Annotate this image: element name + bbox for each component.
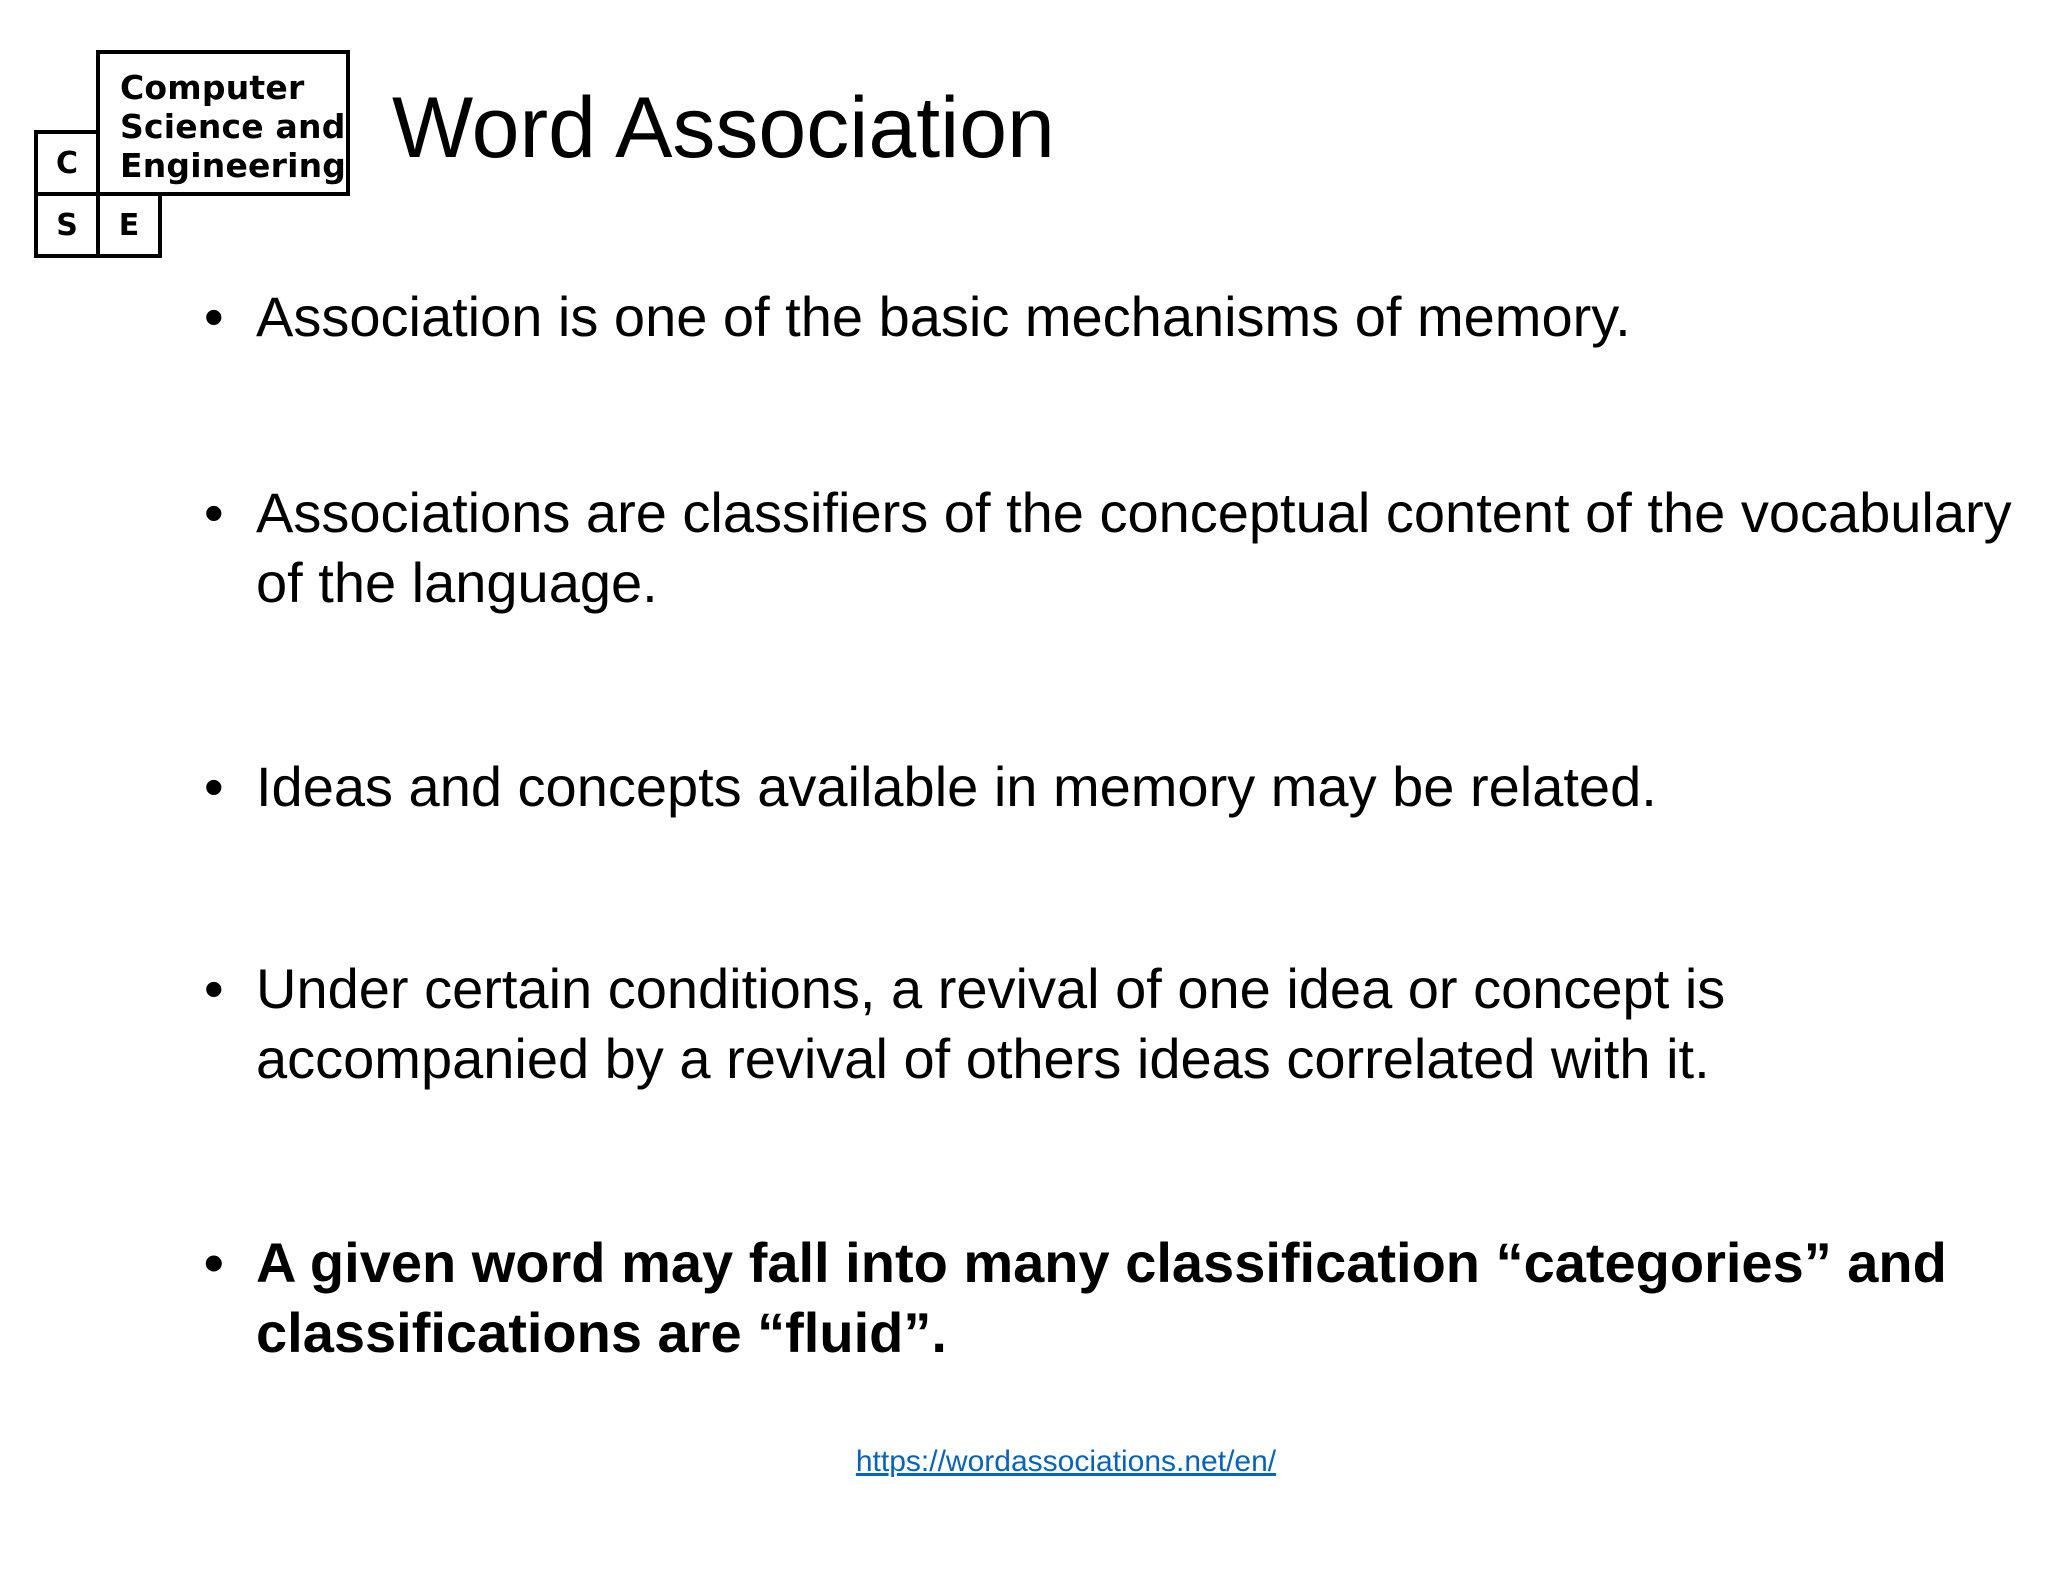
reference-link[interactable]: https://wordassociations.net/en/ (855, 1445, 1277, 1478)
reference-link-container (0, 1444, 2048, 1480)
bullet-text: A given word may fall into many classification “categories” and classifications are “fluid”. (256, 1231, 1947, 1364)
bullet-text: Ideas and concepts available in memory may be related. (256, 755, 1657, 818)
bullet-item-5 (200, 1228, 2016, 1368)
bullet-marker: • (204, 957, 224, 1020)
bullet-marker: • (204, 755, 224, 818)
logo-wordmark-line-2: Science and (120, 107, 346, 146)
cse-logo (34, 50, 350, 258)
bullet-text: Associations are classifiers of the conceptual content of the vocabulary of the language. (256, 481, 2012, 614)
bullet-item-4 (200, 954, 2016, 1094)
bullet-text: Association is one of the basic mechanisms of memory. (256, 285, 1631, 348)
bullet-text: Under certain conditions, a revival of one idea or concept is accompanied by a revival of others ideas correlated with it. (256, 957, 1726, 1090)
bullet-marker: • (204, 481, 224, 544)
bullet-marker: • (204, 1231, 224, 1294)
bullet-item-3 (200, 752, 2016, 822)
logo-wordmark-line-3: Engineering (120, 146, 347, 185)
logo-wordmark-line-1: Computer (120, 68, 305, 107)
bullet-item-1 (200, 282, 2016, 352)
logo-wordmark (120, 68, 346, 185)
logo-letter-e: E (96, 192, 162, 258)
logo-wordmark-box (96, 50, 350, 196)
logo-letter-c: C (34, 130, 100, 196)
slide-title: Word Association (392, 80, 1055, 176)
logo-letter-s: S (34, 192, 100, 258)
bullet-item-2 (200, 478, 2016, 618)
bullet-marker: • (204, 285, 224, 348)
